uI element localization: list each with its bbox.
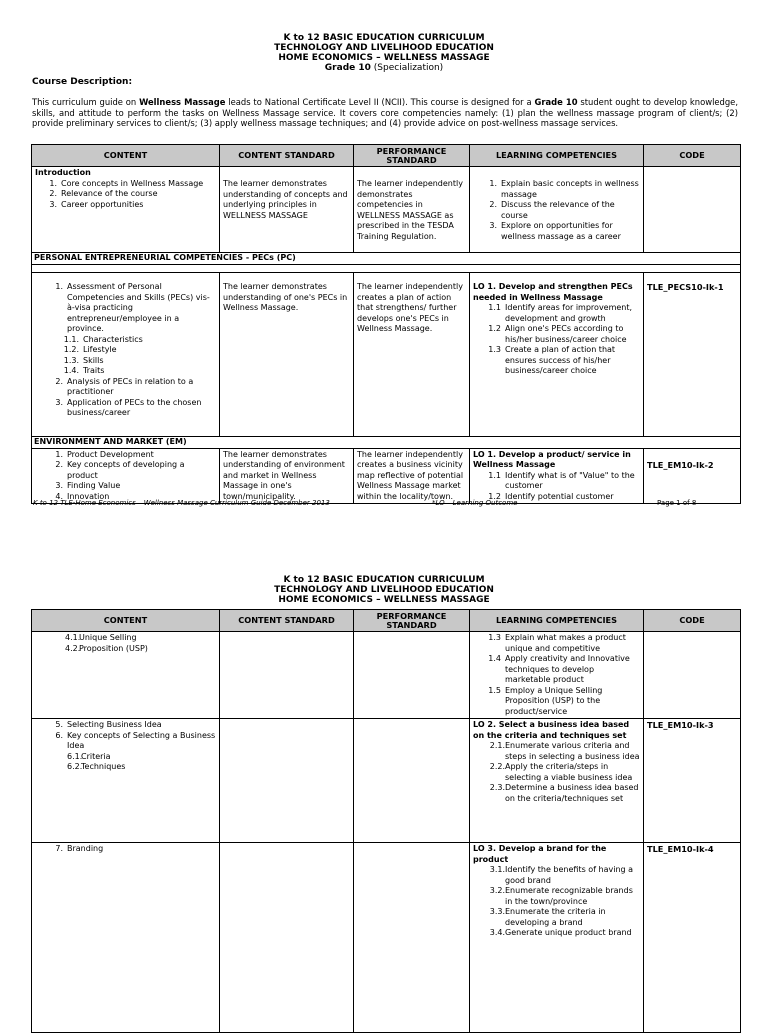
lo-3-title: LO 3. Develop a brand for the product bbox=[473, 844, 607, 864]
code-cell bbox=[644, 632, 741, 719]
competencies-cell: LO 1. Develop and strengthen PECs needed in Wellness Massage 1.1 Identify areas for improvement, development and growth 1.2 Align one's PECs according to his/her business/career choice 1.3 Create a plan of action that ensures success of his/her business/career choice bbox=[470, 273, 644, 437]
header-line-1: K to 12 BASIC EDUCATION CURRICULUM bbox=[283, 33, 485, 43]
course-description-text: This curriculum guide on Wellness Massage leads to National Certificate Level II (NCII). This course is designed for a Grade 10 student ought to develop knowledge, skills, and attitude to perform the tasks on Wellness Massage service. It covers core competencies namely: (1) plan the wellness massage program of client/s; (2) provide preliminary services to client/s; (3) apply wellness massage techniques; and (4) provide advice on post-wellness massage services. bbox=[32, 97, 738, 128]
performance-cell: The learner independently creates a business vicinity map reflective of potential Wellness Massage market within the locality/town. bbox=[354, 448, 470, 504]
table-row bbox=[32, 448, 741, 504]
content-cell: 1. Product Development 2. Key concepts of developing a product 3. Finding Value 4. Innovation bbox=[32, 448, 220, 504]
lo-2-title: LO 2. Select a business idea based on the criteria and techniques set bbox=[473, 720, 630, 740]
col-performance-header: PERFORMANCE STANDARD bbox=[354, 610, 470, 632]
col-content-header: CONTENT bbox=[32, 610, 220, 632]
content-cell: 1. Assessment of Personal Competencies and Skills (PECs) vis-à-visa practicing entrepreneur/employee in a province. 1.1. Characteristics 1.2. Lifestyle 1.3. Skills 1.4. Traits 2. Analysis of PECs in relation to a practitioner 3. Application of PECs to the chosen business/career bbox=[32, 273, 220, 437]
standard-cell bbox=[220, 632, 354, 719]
performance-cell bbox=[354, 632, 470, 719]
standard-cell bbox=[220, 719, 354, 843]
col-code-header: CODE bbox=[644, 145, 741, 167]
page-2 bbox=[0, 512, 768, 1024]
col-standard-header: CONTENT STANDARD bbox=[220, 610, 354, 632]
lo-1-title: LO 1. Develop and strengthen PECs needed in Wellness Massage bbox=[473, 282, 633, 302]
curriculum-table-page-1 bbox=[31, 144, 741, 504]
table-row bbox=[32, 719, 741, 843]
standard-cell: The learner demonstrates understanding of concepts and underlying principles in WELLNESS MASSAGE bbox=[220, 167, 354, 253]
col-content-header: CONTENT bbox=[32, 145, 220, 167]
col-code-header: CODE bbox=[644, 610, 741, 632]
footer-left: K to 12 TLE-Home Economics – Wellness Massage Curriculum Guide December 2013 bbox=[33, 499, 330, 507]
content-cell: 5. Selecting Business Idea 6. Key concepts of Selecting a Business Idea 6.1. Criteria 6.2. Techniques bbox=[32, 719, 220, 843]
lo-1-em-title: LO 1. Develop a product/ service in Wellness Massage bbox=[473, 449, 631, 469]
spacer-row bbox=[32, 265, 741, 273]
standard-cell: The learner demonstrates understanding of one's PECs in Wellness Massage. bbox=[220, 273, 354, 437]
competencies-cell: LO 3. Develop a brand for the product 3.1. Identify the benefits of having a good brand 3.2. Enumerate recognizable brands in the town/province 3.3. Enumerate the criteria in developing a brand 3.4. Generate unique product brand bbox=[470, 843, 644, 1033]
header-line-2: TECHNOLOGY AND LIVELIHOOD EDUCATION bbox=[274, 585, 494, 595]
performance-cell: The learner independently creates a plan of action that strengthens/ further develops one's PECs in Wellness Massage. bbox=[354, 273, 470, 437]
header-line-1: K to 12 BASIC EDUCATION CURRICULUM bbox=[283, 575, 485, 585]
curriculum-table-page-2 bbox=[31, 609, 741, 1033]
col-competencies-header: LEARNING COMPETENCIES bbox=[470, 145, 644, 167]
competencies-cell: LO 2. Select a business idea based on the criteria and techniques set 2.1. Enumerate various criteria and steps in selecting a business idea 2.2. Apply the criteria/steps in selecting a viable business idea 2.3. Determine a business idea based on the criteria/techniques set bbox=[470, 719, 644, 843]
header-line-2: TECHNOLOGY AND LIVELIHOOD EDUCATION bbox=[274, 43, 494, 53]
header-grade: Grade 10 (Specialization) bbox=[324, 63, 444, 73]
performance-cell bbox=[354, 843, 470, 1033]
footer-note: *LO – Learning Outcome bbox=[432, 499, 518, 507]
header-line-3: HOME ECONOMICS – WELLNESS MASSAGE bbox=[278, 53, 490, 63]
page-number: Page 1 of 8 bbox=[657, 499, 697, 507]
header-line-3: HOME ECONOMICS – WELLNESS MASSAGE bbox=[278, 595, 490, 605]
table-row bbox=[32, 843, 741, 1033]
code-cell: TLE_EM10-Ik-4 bbox=[644, 843, 741, 1033]
table-row bbox=[32, 632, 741, 719]
document-header bbox=[0, 575, 768, 605]
competencies-cell: 1.3 Explain what makes a product unique and competitive 1.4 Apply creativity and Innovative techniques to develop marketable product 1.5 Employ a Unique Selling Proposition (USP) to the product/service bbox=[470, 632, 644, 719]
performance-cell bbox=[354, 719, 470, 843]
document-header bbox=[0, 33, 768, 73]
col-performance-header: PERFORMANCE STANDARD bbox=[354, 145, 470, 167]
content-cell: 4.1. Unique Selling 4.2. Proposition (USP) bbox=[32, 632, 220, 719]
standard-cell: The learner demonstrates understanding of environment and market in Wellness Massage in one's town/municipality. bbox=[220, 448, 354, 504]
course-description-label: Course Description: bbox=[32, 77, 133, 87]
content-cell: Introduction 1. Core concepts in Wellness Massage 2. Relevance of the course 3. Career opportunities bbox=[32, 167, 220, 253]
page-1 bbox=[0, 0, 768, 512]
table-row bbox=[32, 273, 741, 437]
col-competencies-header: LEARNING COMPETENCIES bbox=[470, 610, 644, 632]
competencies-cell: LO 1. Develop a product/ service in Wellness Massage 1.1 Identify what is of "Value" to the customer 1.2 Identify potential customer bbox=[470, 448, 644, 504]
table-row bbox=[32, 167, 741, 253]
code-cell bbox=[644, 167, 741, 253]
section-pecs: PERSONAL ENTREPRENEURIAL COMPETENCIES - PECs (PC) bbox=[32, 253, 741, 265]
col-standard-header: CONTENT STANDARD bbox=[220, 145, 354, 167]
code-cell: TLE_EM10-Ik-3 bbox=[644, 719, 741, 843]
standard-cell bbox=[220, 843, 354, 1033]
competencies-cell: 1. Explain basic concepts in wellness massage 2. Discuss the relevance of the course 3. Explore on opportunities for wellness massage as a career bbox=[470, 167, 644, 253]
code-cell: TLE_PECS10-Ik-1 bbox=[644, 273, 741, 437]
intro-title: Introduction bbox=[35, 168, 91, 177]
code-cell: TLE_EM10-Ik-2 bbox=[644, 448, 741, 504]
content-cell: 7. Branding bbox=[32, 843, 220, 1033]
performance-cell: The learner independently demonstrates competencies in WELLNESS MASSAGE as prescribed in the TESDA Training Regulation. bbox=[354, 167, 470, 253]
section-em: ENVIRONMENT AND MARKET (EM) bbox=[32, 437, 741, 449]
